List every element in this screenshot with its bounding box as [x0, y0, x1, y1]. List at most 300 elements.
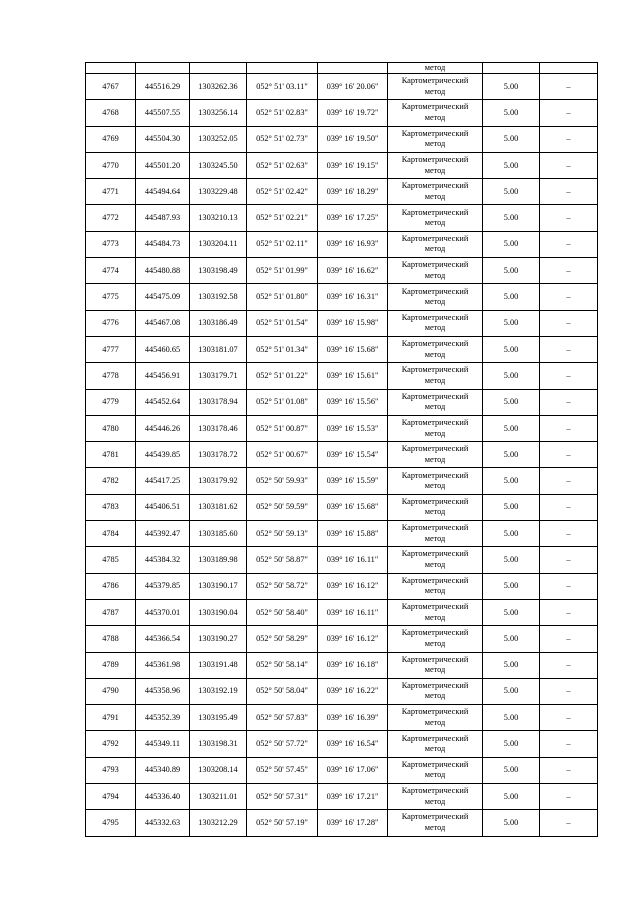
table-row: [86, 547, 598, 573]
method-line-1: Картометрический: [401, 391, 469, 401]
method-cell: [388, 389, 483, 415]
continuation-cell: [318, 63, 388, 74]
x-coordinate-cell: 445366.54: [136, 626, 190, 652]
table-row: [86, 573, 598, 599]
method-line-2: метод: [424, 770, 446, 780]
method-cell: [388, 731, 483, 757]
longitude-cell: 039° 16' 15.61": [318, 363, 388, 389]
method-cell: [388, 784, 483, 810]
method-line-1: Картометрический: [401, 365, 469, 375]
method-cell: [388, 521, 483, 547]
description-cell: –: [540, 705, 598, 731]
precision-cell: 5.00: [483, 100, 540, 126]
longitude-cell: 039° 16' 17.28": [318, 810, 388, 836]
longitude-cell: 039° 16' 17.25": [318, 205, 388, 231]
longitude-cell: 039° 16' 16.18": [318, 652, 388, 678]
table-body: [86, 63, 598, 837]
method-cell: [388, 626, 483, 652]
precision-cell: 5.00: [483, 363, 540, 389]
latitude-cell: 052° 51' 00.67": [247, 442, 318, 468]
longitude-cell: 039° 16' 16.12": [318, 626, 388, 652]
table-row: [86, 521, 598, 547]
method-line-1: Картометрический: [401, 286, 469, 296]
precision-cell: 5.00: [483, 652, 540, 678]
x-coordinate-cell: 445370.01: [136, 599, 190, 625]
description-cell: –: [540, 336, 598, 362]
method-cell: [388, 126, 483, 152]
longitude-cell: 039° 16' 16.93": [318, 231, 388, 257]
method-cell: [388, 494, 483, 520]
table-row: [86, 100, 598, 126]
precision-cell: 5.00: [483, 757, 540, 783]
y-coordinate-cell: 1303179.92: [190, 468, 247, 494]
latitude-cell: 052° 51' 02.42": [247, 179, 318, 205]
precision-cell: 5.00: [483, 573, 540, 599]
method-line-1: Картометрический: [401, 155, 469, 165]
latitude-cell: 052° 50' 57.45": [247, 757, 318, 783]
table-row: [86, 705, 598, 731]
latitude-cell: 052° 50' 57.83": [247, 705, 318, 731]
method-line-2: метод: [424, 822, 446, 832]
description-cell: –: [540, 757, 598, 783]
precision-cell: 5.00: [483, 810, 540, 836]
method-line-2: метод: [424, 533, 446, 543]
y-coordinate-cell: 1303185.60: [190, 521, 247, 547]
method-line-1: Картометрический: [401, 102, 469, 112]
method-line-2: метод: [424, 481, 446, 491]
continuation-cell: [86, 63, 136, 74]
method-line-1: Картометрический: [401, 444, 469, 454]
description-cell: –: [540, 573, 598, 599]
description-cell: –: [540, 284, 598, 310]
method-line-2: метод: [424, 349, 446, 359]
method-line-1: Картометрический: [401, 496, 469, 506]
method-line-2: метод: [424, 86, 446, 96]
description-cell: –: [540, 310, 598, 336]
x-coordinate-cell: 445352.39: [136, 705, 190, 731]
precision-cell: 5.00: [483, 442, 540, 468]
x-coordinate-cell: 445417.25: [136, 468, 190, 494]
method-line-2: метод: [424, 191, 446, 201]
method-line-2: метод: [424, 270, 446, 280]
y-coordinate-cell: 1303212.29: [190, 810, 247, 836]
y-coordinate-cell: 1303245.50: [190, 152, 247, 178]
method-cell: [388, 205, 483, 231]
latitude-cell: 052° 50' 59.93": [247, 468, 318, 494]
method-line-2: метод: [424, 796, 446, 806]
precision-cell: 5.00: [483, 74, 540, 100]
continuation-cell: [190, 63, 247, 74]
point-number-cell: 4781: [86, 442, 136, 468]
table-row: [86, 494, 598, 520]
precision-cell: 5.00: [483, 705, 540, 731]
precision-cell: 5.00: [483, 521, 540, 547]
point-number-cell: 4787: [86, 599, 136, 625]
point-number-cell: 4779: [86, 389, 136, 415]
continuation-cell: [136, 63, 190, 74]
x-coordinate-cell: 445480.88: [136, 258, 190, 284]
method-cell: [388, 74, 483, 100]
table-row: [86, 442, 598, 468]
method-cell: [388, 678, 483, 704]
precision-cell: 5.00: [483, 126, 540, 152]
precision-cell: 5.00: [483, 547, 540, 573]
method-line-1: Картометрический: [401, 707, 469, 717]
method-line-2: метод: [424, 375, 446, 385]
method-line-2: метод: [424, 691, 446, 701]
method-line-2: метод: [424, 665, 446, 675]
description-cell: –: [540, 652, 598, 678]
longitude-cell: 039° 16' 16.22": [318, 678, 388, 704]
point-number-cell: 4785: [86, 547, 136, 573]
latitude-cell: 052° 50' 58.29": [247, 626, 318, 652]
longitude-cell: 039° 16' 15.88": [318, 521, 388, 547]
description-cell: –: [540, 389, 598, 415]
longitude-cell: 039° 16' 15.68": [318, 494, 388, 520]
method-cell: [388, 284, 483, 310]
method-line-1: Картометрический: [401, 549, 469, 559]
description-cell: –: [540, 442, 598, 468]
table-row: [86, 468, 598, 494]
point-number-cell: 4792: [86, 731, 136, 757]
y-coordinate-cell: 1303198.31: [190, 731, 247, 757]
table-row: [86, 205, 598, 231]
latitude-cell: 052° 51' 03.11": [247, 74, 318, 100]
table-row: [86, 678, 598, 704]
y-coordinate-cell: 1303211.01: [190, 784, 247, 810]
method-line-1: Картометрический: [401, 575, 469, 585]
precision-cell: 5.00: [483, 599, 540, 625]
y-coordinate-cell: 1303178.94: [190, 389, 247, 415]
method-cell: [388, 152, 483, 178]
y-coordinate-cell: 1303229.48: [190, 179, 247, 205]
y-coordinate-cell: 1303190.04: [190, 599, 247, 625]
method-line-2: метод: [424, 454, 446, 464]
x-coordinate-cell: 445501.20: [136, 152, 190, 178]
method-line-2: метод: [424, 244, 446, 254]
point-number-cell: 4776: [86, 310, 136, 336]
precision-cell: 5.00: [483, 310, 540, 336]
table-continuation-row: [86, 63, 598, 74]
longitude-cell: 039° 16' 16.39": [318, 705, 388, 731]
longitude-cell: 039° 16' 19.15": [318, 152, 388, 178]
latitude-cell: 052° 50' 58.40": [247, 599, 318, 625]
precision-cell: 5.00: [483, 152, 540, 178]
precision-cell: 5.00: [483, 784, 540, 810]
table-row: [86, 258, 598, 284]
x-coordinate-cell: 445452.64: [136, 389, 190, 415]
longitude-cell: 039° 16' 19.72": [318, 100, 388, 126]
point-number-cell: 4794: [86, 784, 136, 810]
x-coordinate-cell: 445336.40: [136, 784, 190, 810]
longitude-cell: 039° 16' 16.11": [318, 599, 388, 625]
point-number-cell: 4767: [86, 74, 136, 100]
x-coordinate-cell: 445361.98: [136, 652, 190, 678]
point-number-cell: 4778: [86, 363, 136, 389]
y-coordinate-cell: 1303191.48: [190, 652, 247, 678]
latitude-cell: 052° 51' 02.63": [247, 152, 318, 178]
longitude-cell: 039° 16' 15.54": [318, 442, 388, 468]
point-number-cell: 4783: [86, 494, 136, 520]
table-row: [86, 310, 598, 336]
latitude-cell: 052° 50' 58.72": [247, 573, 318, 599]
method-line-1: Картометрический: [401, 812, 469, 822]
method-line-1: Картометрический: [401, 470, 469, 480]
description-cell: –: [540, 363, 598, 389]
point-number-cell: 4795: [86, 810, 136, 836]
x-coordinate-cell: 445516.29: [136, 74, 190, 100]
y-coordinate-cell: 1303198.49: [190, 258, 247, 284]
method-line-2: метод: [424, 297, 446, 307]
precision-cell: 5.00: [483, 415, 540, 441]
method-line-2: метод: [424, 139, 446, 149]
point-number-cell: 4777: [86, 336, 136, 362]
y-coordinate-cell: 1303179.71: [190, 363, 247, 389]
point-number-cell: 4773: [86, 231, 136, 257]
method-cell: [388, 573, 483, 599]
latitude-cell: 052° 51' 02.21": [247, 205, 318, 231]
description-cell: –: [540, 126, 598, 152]
method-line-1: Картометрический: [401, 233, 469, 243]
x-coordinate-cell: 445349.11: [136, 731, 190, 757]
y-coordinate-cell: 1303181.07: [190, 336, 247, 362]
point-number-cell: 4784: [86, 521, 136, 547]
method-cell: [388, 599, 483, 625]
description-cell: –: [540, 678, 598, 704]
method-line-2: метод: [424, 507, 446, 517]
y-coordinate-cell: 1303190.27: [190, 626, 247, 652]
x-coordinate-cell: 445504.30: [136, 126, 190, 152]
longitude-cell: 039° 16' 15.56": [318, 389, 388, 415]
continuation-cell: [540, 63, 598, 74]
table-row: [86, 784, 598, 810]
coordinates-table: [85, 62, 598, 837]
x-coordinate-cell: 445358.96: [136, 678, 190, 704]
latitude-cell: 052° 50' 57.72": [247, 731, 318, 757]
description-cell: –: [540, 415, 598, 441]
method-line-2: метод: [424, 402, 446, 412]
method-cell: [388, 442, 483, 468]
method-line-2: метод: [424, 612, 446, 622]
table-row: [86, 731, 598, 757]
description-cell: –: [540, 810, 598, 836]
y-coordinate-cell: 1303192.58: [190, 284, 247, 310]
table-row: [86, 74, 598, 100]
continuation-cell: [247, 63, 318, 74]
method-line-1: Картометрический: [401, 312, 469, 322]
method-line-1: Картометрический: [401, 418, 469, 427]
latitude-cell: 052° 51' 01.22": [247, 363, 318, 389]
latitude-cell: 052° 50' 58.04": [247, 678, 318, 704]
method-cell: [388, 258, 483, 284]
method-cell: [388, 652, 483, 678]
description-cell: –: [540, 521, 598, 547]
precision-cell: 5.00: [483, 179, 540, 205]
latitude-cell: 052° 51' 01.80": [247, 284, 318, 310]
longitude-cell: 039° 16' 15.59": [318, 468, 388, 494]
x-coordinate-cell: 445406.51: [136, 494, 190, 520]
table-row: [86, 415, 598, 441]
y-coordinate-cell: 1303256.14: [190, 100, 247, 126]
table-row: [86, 126, 598, 152]
method-line-1: Картометрический: [401, 733, 469, 743]
table-row: [86, 152, 598, 178]
y-coordinate-cell: 1303189.98: [190, 547, 247, 573]
longitude-cell: 039° 16' 16.12": [318, 573, 388, 599]
latitude-cell: 052° 50' 57.19": [247, 810, 318, 836]
precision-cell: 5.00: [483, 205, 540, 231]
description-cell: –: [540, 468, 598, 494]
table-row: [86, 284, 598, 310]
table-row: [86, 652, 598, 678]
method-line-1: Картометрический: [401, 680, 469, 690]
method-line-1: Картометрический: [401, 260, 469, 270]
x-coordinate-cell: 445379.85: [136, 573, 190, 599]
longitude-cell: 039° 16' 17.06": [318, 757, 388, 783]
method-line-1: Картометрический: [401, 654, 469, 664]
x-coordinate-cell: 445460.65: [136, 336, 190, 362]
latitude-cell: 052° 51' 01.34": [247, 336, 318, 362]
point-number-cell: 4772: [86, 205, 136, 231]
x-coordinate-cell: 445340.89: [136, 757, 190, 783]
table-row: [86, 363, 598, 389]
x-coordinate-cell: 445484.73: [136, 231, 190, 257]
longitude-cell: 039° 16' 16.62": [318, 258, 388, 284]
y-coordinate-cell: 1303181.62: [190, 494, 247, 520]
precision-cell: 5.00: [483, 336, 540, 362]
precision-cell: 5.00: [483, 626, 540, 652]
precision-cell: 5.00: [483, 258, 540, 284]
longitude-cell: 039° 16' 16.31": [318, 284, 388, 310]
method-cell: [388, 468, 483, 494]
x-coordinate-cell: 445507.55: [136, 100, 190, 126]
description-cell: –: [540, 205, 598, 231]
y-coordinate-cell: 1303252.05: [190, 126, 247, 152]
description-cell: –: [540, 784, 598, 810]
longitude-cell: 039° 16' 18.29": [318, 179, 388, 205]
method-line-2: метод: [424, 218, 446, 228]
point-number-cell: 4791: [86, 705, 136, 731]
table-row: [86, 599, 598, 625]
longitude-cell: 039° 16' 15.68": [318, 336, 388, 362]
y-coordinate-cell: 1303190.17: [190, 573, 247, 599]
precision-cell: 5.00: [483, 494, 540, 520]
method-cell: [388, 810, 483, 836]
point-number-cell: 4793: [86, 757, 136, 783]
method-cell: [388, 100, 483, 126]
table-row: [86, 810, 598, 836]
description-cell: –: [540, 626, 598, 652]
method-cell: [388, 757, 483, 783]
point-number-cell: 4771: [86, 179, 136, 205]
longitude-cell: 039° 16' 17.21": [318, 784, 388, 810]
latitude-cell: 052° 51' 02.73": [247, 126, 318, 152]
point-number-cell: 4790: [86, 678, 136, 704]
table-row: [86, 336, 598, 362]
method-line-1: Картометрический: [401, 786, 469, 796]
longitude-cell: 039° 16' 19.50": [318, 126, 388, 152]
point-number-cell: 4774: [86, 258, 136, 284]
method-line-2: метод: [424, 559, 446, 569]
precision-cell: 5.00: [483, 468, 540, 494]
x-coordinate-cell: 445392.47: [136, 521, 190, 547]
table-row: [86, 179, 598, 205]
method-line-2: метод: [424, 323, 446, 333]
method-cell: [388, 415, 483, 441]
y-coordinate-cell: 1303262.36: [190, 74, 247, 100]
table-row: [86, 231, 598, 257]
description-cell: –: [540, 152, 598, 178]
method-cell: [388, 310, 483, 336]
y-coordinate-cell: 1303195.49: [190, 705, 247, 731]
x-coordinate-cell: 445475.09: [136, 284, 190, 310]
point-number-cell: 4788: [86, 626, 136, 652]
method-line-2: метод: [424, 744, 446, 754]
method-line-2: метод: [424, 717, 446, 727]
continuation-cell: [483, 63, 540, 74]
latitude-cell: 052° 50' 59.13": [247, 521, 318, 547]
y-coordinate-cell: 1303192.19: [190, 678, 247, 704]
latitude-cell: 052° 51' 00.87": [247, 415, 318, 441]
longitude-cell: 039° 16' 16.11": [318, 547, 388, 573]
latitude-cell: 052° 50' 58.14": [247, 652, 318, 678]
description-cell: –: [540, 179, 598, 205]
point-number-cell: 4786: [86, 573, 136, 599]
y-coordinate-cell: 1303178.72: [190, 442, 247, 468]
longitude-cell: 039° 16' 15.53": [318, 415, 388, 441]
description-cell: –: [540, 599, 598, 625]
precision-cell: 5.00: [483, 231, 540, 257]
method-line-2: метод: [424, 428, 446, 438]
method-line-1: Картометрический: [401, 76, 469, 86]
latitude-cell: 052° 51' 01.54": [247, 310, 318, 336]
point-number-cell: 4775: [86, 284, 136, 310]
latitude-cell: 052° 51' 02.83": [247, 100, 318, 126]
latitude-cell: 052° 50' 58.87": [247, 547, 318, 573]
method-line-1: Картометрический: [401, 181, 469, 191]
method-cell: [388, 705, 483, 731]
method-line-1: Картометрический: [401, 523, 469, 533]
description-cell: –: [540, 547, 598, 573]
y-coordinate-cell: 1303178.46: [190, 415, 247, 441]
table-row: [86, 757, 598, 783]
x-coordinate-cell: 445487.93: [136, 205, 190, 231]
latitude-cell: 052° 50' 57.31": [247, 784, 318, 810]
description-cell: –: [540, 731, 598, 757]
description-cell: –: [540, 74, 598, 100]
description-cell: –: [540, 100, 598, 126]
y-coordinate-cell: 1303210.13: [190, 205, 247, 231]
x-coordinate-cell: 445384.32: [136, 547, 190, 573]
point-number-cell: 4769: [86, 126, 136, 152]
x-coordinate-cell: 445439.85: [136, 442, 190, 468]
method-cell: [388, 547, 483, 573]
method-line-1: Картометрический: [401, 628, 469, 638]
method-cell: [388, 179, 483, 205]
point-number-cell: 4768: [86, 100, 136, 126]
y-coordinate-cell: 1303208.14: [190, 757, 247, 783]
method-cell: [388, 231, 483, 257]
description-cell: –: [540, 494, 598, 520]
latitude-cell: 052° 50' 59.59": [247, 494, 318, 520]
longitude-cell: 039° 16' 15.98": [318, 310, 388, 336]
latitude-cell: 052° 51' 01.99": [247, 258, 318, 284]
point-number-cell: 4780: [86, 415, 136, 441]
method-line-2: метод: [424, 638, 446, 648]
point-number-cell: 4782: [86, 468, 136, 494]
y-coordinate-cell: 1303204.11: [190, 231, 247, 257]
x-coordinate-cell: 445467.08: [136, 310, 190, 336]
